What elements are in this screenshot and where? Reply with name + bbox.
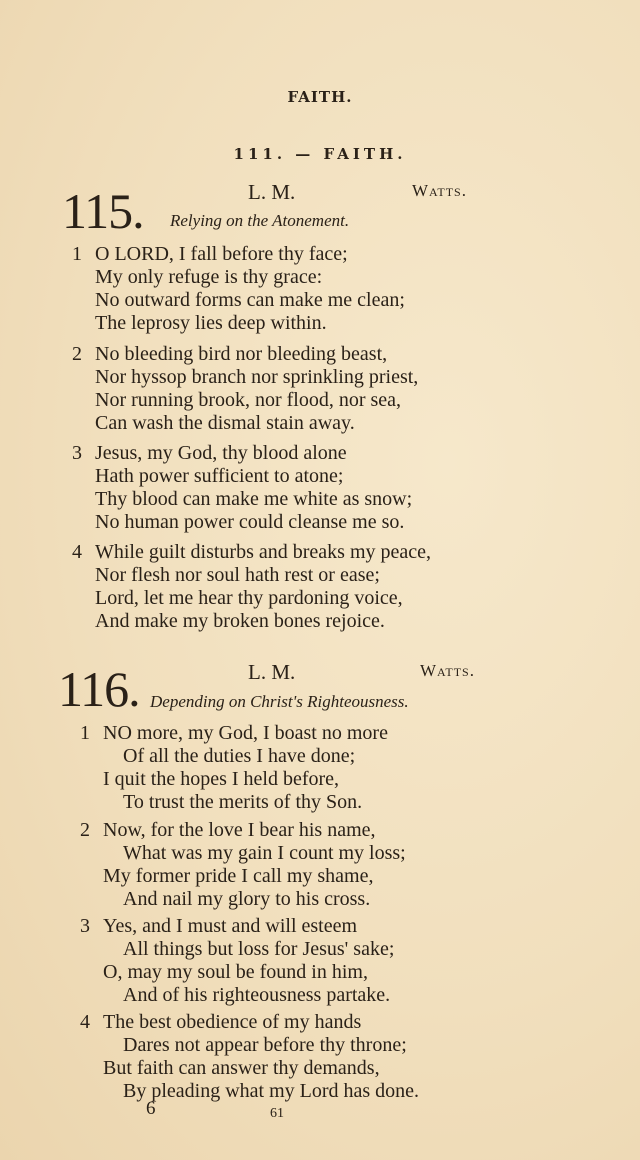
verse-line: But faith can answer thy demands, <box>103 1057 380 1079</box>
verse-line: All things but loss for Jesus' sake; <box>123 938 395 960</box>
verse-line: And of his righteousness partake. <box>123 984 391 1006</box>
hymn-subtitle: Relying on the Atonement. <box>170 211 350 230</box>
verse-line: What was my gain I count my loss; <box>123 842 406 864</box>
verse-number: 2 <box>80 819 90 841</box>
hymn-author: Watts. <box>420 661 475 680</box>
verse-line: The leprosy lies deep within. <box>95 312 327 334</box>
verse-line: NO more, my God, I boast no more <box>103 722 388 744</box>
verse-line: My only refuge is thy grace: <box>95 266 323 288</box>
verse-line: No human power could cleanse me so. <box>95 511 405 533</box>
verse-line: O LORD, I fall before thy face; <box>95 243 348 265</box>
running-head: FAITH. <box>287 88 353 106</box>
verse-line: The best obedience of my hands <box>103 1011 362 1033</box>
verse-line: And nail my glory to his cross. <box>123 888 371 910</box>
hymn-author: Watts. <box>412 181 467 200</box>
verse-number: 1 <box>72 243 82 265</box>
verse-line: Can wash the dismal stain away. <box>95 412 355 434</box>
signature-mark: 6 <box>146 1098 156 1119</box>
verse-number: 3 <box>80 915 90 937</box>
hymn-meter: L. M. <box>248 180 296 204</box>
verse-line: Of all the duties I have done; <box>123 745 356 767</box>
verse-line: Jesus, my God, thy blood alone <box>95 442 347 464</box>
verse-line: O, may my soul be found in him, <box>103 961 368 983</box>
verse-line: Nor hyssop branch nor sprinkling priest, <box>95 366 419 388</box>
verse-line: And make my broken bones rejoice. <box>95 610 385 632</box>
verse-line: No outward forms can make me clean; <box>95 289 405 311</box>
verse-number: 3 <box>72 442 82 464</box>
verse-number: 4 <box>72 541 82 563</box>
verse-line: Thy blood can make me white as snow; <box>95 488 413 510</box>
verse-line: By pleading what my Lord has done. <box>123 1080 420 1102</box>
verse-line: While guilt disturbs and breaks my peace, <box>95 541 432 563</box>
verse-line: My former pride I call my shame, <box>103 865 374 887</box>
verse-line: Yes, and I must and will esteem <box>103 915 358 937</box>
verse-line: To trust the merits of thy Son. <box>123 791 363 813</box>
verse-line: Dares not appear before thy throne; <box>123 1034 407 1056</box>
verse-line: No bleeding bird nor bleeding beast, <box>95 343 388 365</box>
verse-line: Now, for the love I bear his name, <box>103 819 376 841</box>
hymn-subtitle: Depending on Christ's Righteousness. <box>150 692 409 711</box>
verse-line: I quit the hopes I held before, <box>103 768 340 790</box>
verse-number: 2 <box>72 343 82 365</box>
verse-line: Lord, let me hear thy pardoning voice, <box>95 587 403 609</box>
section-heading: 111. — FAITH. <box>233 145 407 163</box>
hymn-number: 116. <box>58 661 140 717</box>
verse-line: Nor running brook, nor flood, nor sea, <box>95 389 402 411</box>
hymn-number: 115. <box>62 183 144 239</box>
verse-number: 4 <box>80 1011 90 1033</box>
page-number: 61 <box>270 1106 284 1121</box>
hymn-meter: L. M. <box>248 660 296 684</box>
verse-number: 1 <box>80 722 90 744</box>
verse-line: Nor flesh nor soul hath rest or ease; <box>95 564 380 586</box>
verse-line: Hath power sufficient to atone; <box>95 465 344 487</box>
